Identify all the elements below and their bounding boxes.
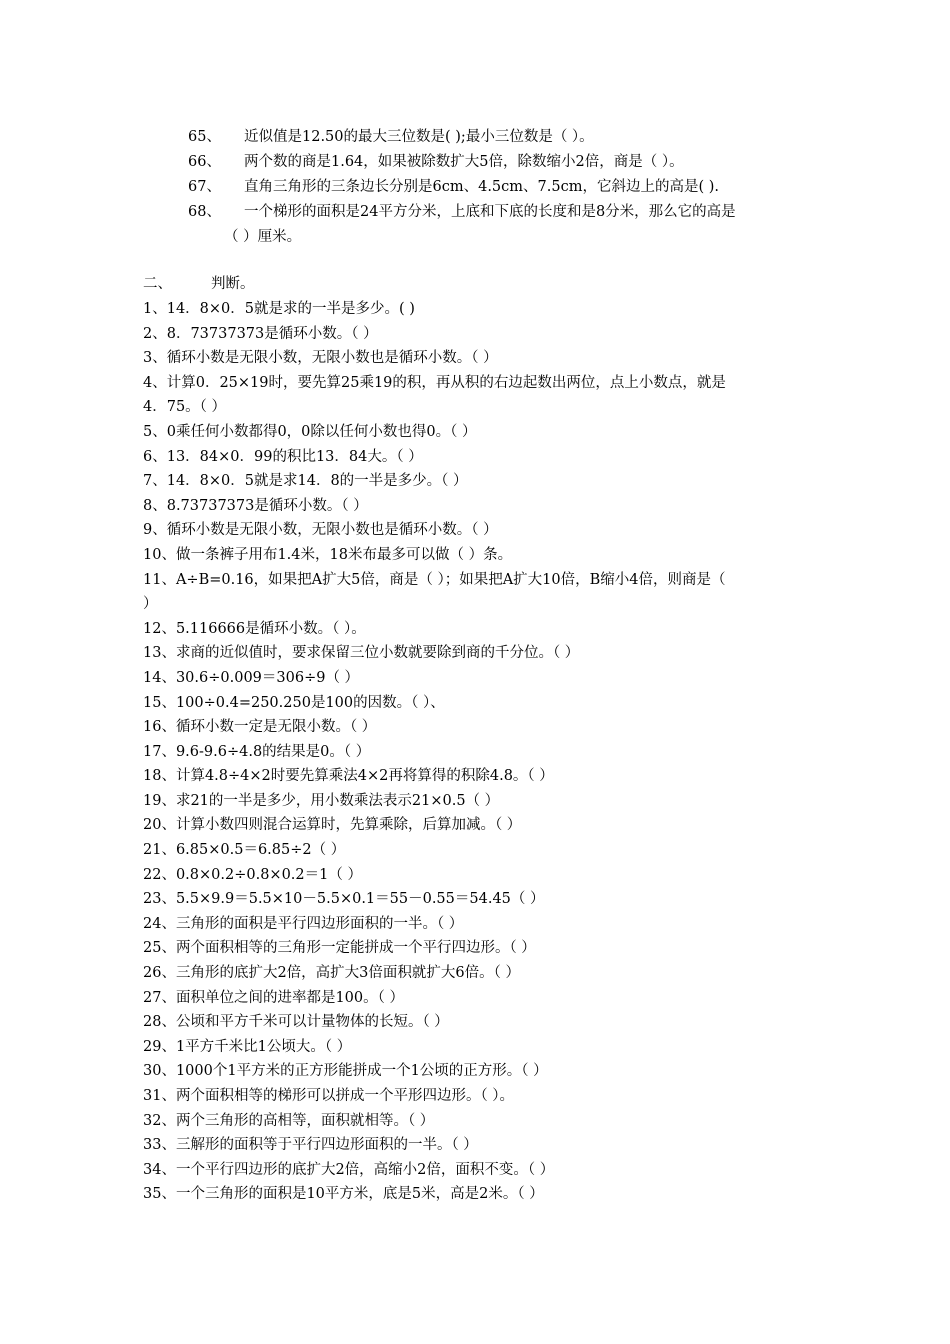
judgement-item: 15、100÷0.4=250.250是100的因数。（ ）、 bbox=[143, 694, 445, 711]
judgement-item: 7、14．8×0．5就是求14．8的一半是多少。（ ） bbox=[143, 473, 468, 490]
item-number: 65、 bbox=[188, 129, 221, 145]
judgement-item: 18、计算4.8÷4×2时要先算乘法4×2再将算得的积除4.8。（ ） bbox=[143, 768, 554, 785]
judgement-item: 11、A÷B=0.16，如果把A扩大5倍，商是（ ）；如果把A扩大10倍，B缩小4倍，则商是（ bbox=[143, 571, 726, 588]
item-text-continuation: （ ）厘米。 bbox=[224, 229, 302, 245]
judgement-item: 13、求商的近似值时，要求保留三位小数就要除到商的千分位。（ ） bbox=[143, 645, 580, 662]
judgement-item: 22、0.8×0.2÷0.8×0.2＝1（ ） bbox=[143, 866, 362, 883]
judgement-item: 12、5.116666是循环小数。（ ）。 bbox=[143, 620, 366, 637]
fill-item bbox=[188, 175, 818, 200]
judgement-item: 3、循环小数是无限小数，无限小数也是循环小数。（ ） bbox=[143, 350, 498, 367]
judgement-item: 8、8.73737373是循环小数。（ ） bbox=[143, 497, 368, 514]
judgement-item: 23、5.5×9.9＝5.5×10－5.5×0.1＝55－0.55＝54.45（ ） bbox=[143, 891, 545, 908]
judgement-list bbox=[143, 297, 813, 1207]
judgement-item: ） bbox=[143, 596, 158, 613]
judgement-item: 14、30.6÷0.009＝306÷9（ ） bbox=[143, 669, 360, 686]
item-text: 两个数的商是1.64，如果被除数扩大5倍，除数缩小2倍，商是（ ）。 bbox=[244, 154, 684, 170]
judgement-item: 35、一个三角形的面积是10平方米，底是5米，高是2米。（ ） bbox=[143, 1186, 544, 1203]
judgement-item: 19、求21的一半是多少，用小数乘法表示21×0.5（ ） bbox=[143, 792, 500, 809]
judgement-item: 25、两个面积相等的三角形一定能拼成一个平行四边形。（ ） bbox=[143, 940, 536, 957]
judgement-item: 33、三解形的面积等于平行四边形面积的一半。（ ） bbox=[143, 1137, 478, 1154]
fill-item bbox=[188, 150, 818, 175]
judgement-item: 27、面积单位之间的进率都是100。（ ） bbox=[143, 989, 404, 1006]
judgement-item: 5、0乘任何小数都得0，0除以任何小数也得0。（ ） bbox=[143, 423, 477, 440]
judgement-item: 28、公顷和平方千米可以计量物体的长短。（ ） bbox=[143, 1014, 449, 1031]
judgement-item: 2、8．73737373是循环小数。（ ） bbox=[143, 325, 378, 342]
item-number: 66、 bbox=[188, 154, 221, 170]
item-text: 近似值是12.50的最大三位数是( );最小三位数是（ ）。 bbox=[244, 129, 594, 145]
judgement-item: 9、循环小数是无限小数，无限小数也是循环小数。（ ） bbox=[143, 522, 498, 539]
judgement-item: 29、1平方千米比1公顷大。（ ） bbox=[143, 1038, 352, 1055]
section-title: 判断。 bbox=[211, 276, 255, 292]
fill-item bbox=[188, 125, 818, 150]
judgement-item: 16、循环小数一定是无限小数。（ ） bbox=[143, 719, 377, 736]
judgement-item: 1、14．8×0．5就是求的一半是多少。( ) bbox=[143, 301, 415, 317]
fill-blank-list bbox=[188, 125, 818, 250]
fill-item bbox=[188, 200, 818, 225]
judgement-item: 24、三角形的面积是平行四边形面积的一半。（ ） bbox=[143, 915, 464, 932]
judgement-item: 17、9.6-9.6÷4.8的结果是0。（ ） bbox=[143, 743, 371, 760]
judgement-item: 10、做一条裤子用布1.4米，18米布最多可以做（ ）条。 bbox=[143, 546, 513, 563]
judgement-item: 20、计算小数四则混合运算时，先算乘除，后算加减。（ ） bbox=[143, 817, 522, 834]
judgement-item: 30、1000个1平方米的正方形能拼成一个1公顷的正方形。（ ） bbox=[143, 1063, 548, 1080]
section-heading bbox=[143, 272, 255, 297]
judgement-item: 32、两个三角形的高相等，面积就相等。（ ） bbox=[143, 1112, 435, 1129]
item-number: 67、 bbox=[188, 179, 221, 195]
judgement-item: 4．75。（ ） bbox=[143, 399, 227, 416]
section-number: 二、 bbox=[143, 276, 172, 292]
judgement-item: 31、两个面积相等的梯形可以拼成一个平形四边形。（ ）。 bbox=[143, 1088, 515, 1104]
item-text: 一个梯形的面积是24平方分米，上底和下底的长度和是8分米，那么它的高是 bbox=[244, 204, 736, 220]
judgement-item: 21、6.85×0.5＝6.85÷2（ ） bbox=[143, 842, 346, 859]
judgement-item: 6、13．84×0．99的积比13．84大。（ ） bbox=[143, 448, 423, 465]
item-number: 68、 bbox=[188, 204, 221, 220]
item-text: 直角三角形的三条边长分别是6cm、4.5cm、7.5cm，它斜边上的高是( ). bbox=[244, 179, 719, 195]
judgement-item: 4、计算0．25×19时，要先算25乘19的积，再从积的右边起数出两位，点上小数点，就是 bbox=[143, 374, 726, 391]
judgement-item: 26、三角形的底扩大2倍，高扩大3倍面积就扩大6倍。（ ） bbox=[143, 965, 520, 982]
judgement-item: 34、一个平行四边形的底扩大2倍，高缩小2倍，面积不变。（ ） bbox=[143, 1161, 555, 1178]
